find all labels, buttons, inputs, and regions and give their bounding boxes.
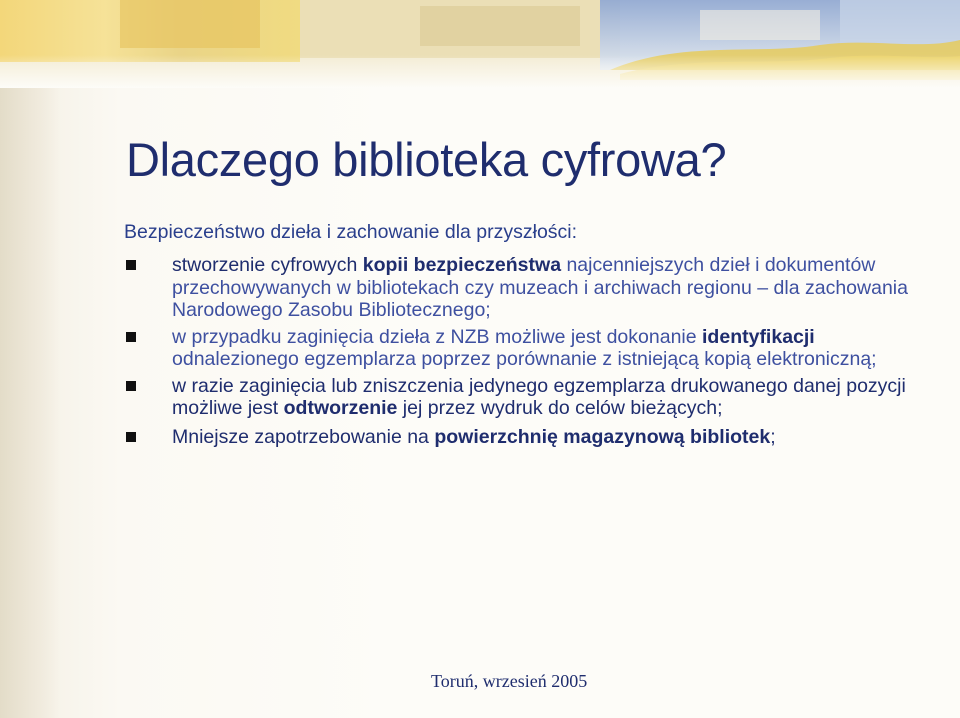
bullet-text: w razie zaginięcia lub zniszczenia jedynego egzemplarza drukowanego danej pozycji możliwe jest odtworzenie jej przez wydruk do celów bieżących; — [172, 374, 906, 419]
bullet-item — [126, 326, 926, 371]
decorative-banner — [0, 0, 960, 88]
bullet-text: w przypadku zaginięcia dzieła z NZB możliwe jest dokonanie identyfikacji odnalezionego egzemplarza poprzez porównanie z istniejącą kopią elektroniczną; — [172, 325, 877, 370]
square-bullet-icon — [126, 332, 136, 342]
bullet-text: stworzenie cyfrowych kopii bezpieczeństwa najcenniejszych dzieł i dokumentów przechowywanych w bibliotekach czy muzeach i archiwach regionu – dla zachowania Narodowego Zasobu Bibliotecznego; — [172, 254, 908, 321]
slide-title: Dlaczego biblioteka cyfrowa? — [126, 133, 727, 186]
left-edge-fade — [0, 60, 60, 718]
bullet-list — [126, 254, 926, 452]
bullet-text: Mniejsze zapotrzebowanie na powierzchnię magazynową bibliotek; — [172, 425, 776, 448]
bullet-item — [126, 375, 926, 420]
square-bullet-icon — [126, 381, 136, 391]
intro-text: Bezpieczeństwo dzieła i zachowanie dla przyszłości: — [124, 221, 578, 243]
square-bullet-icon — [126, 432, 136, 442]
bullet-item — [126, 254, 926, 322]
bullet-item — [126, 426, 926, 449]
slide-footer: Toruń, wrzesień 2005 — [431, 671, 588, 691]
square-bullet-icon — [126, 260, 136, 270]
